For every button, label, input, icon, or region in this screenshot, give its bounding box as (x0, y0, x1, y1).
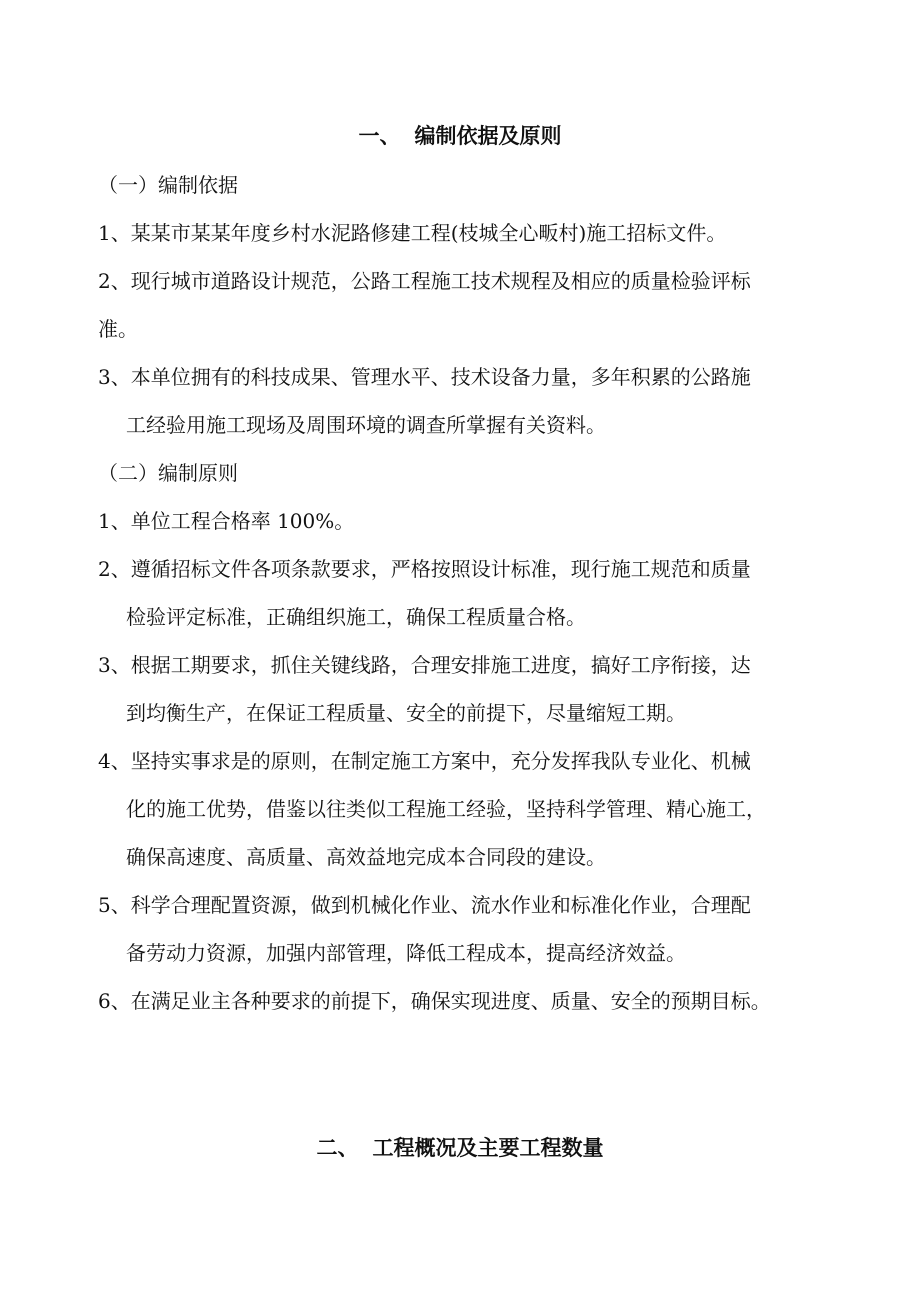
basis-item-3: 3、本单位拥有的科技成果、管理水平、技术设备力量，多年积累的公路施 (98, 365, 751, 389)
principle-item-4-continuation-1: 化的施工优势，借鉴以往类似工程施工经验，坚持科学管理、精心施工， (126, 797, 766, 821)
principle-item-4-continuation-2: 确保高速度、高质量、高效益地完成本合同段的建设。 (126, 845, 606, 869)
principle-item-5: 5、科学合理配置资源，做到机械化作业、流水作业和标准化作业，合理配 (98, 893, 751, 917)
principle-item-1: 1、单位工程合格率 100%。 (98, 509, 355, 533)
principle-item-2: 2、遵循招标文件各项条款要求，严格按照设计标准，现行施工规范和质量 (98, 557, 751, 581)
section-1-number: 一、 (358, 123, 401, 148)
principle-item-6: 6、在满足业主各种要求的前提下，确保实现进度、质量、安全的预期目标。 (98, 989, 771, 1013)
principle-item-3: 3、根据工期要求，抓住关键线路，合理安排施工进度，搞好工序衔接，达 (98, 653, 751, 677)
basis-item-2-continuation: 准。 (98, 317, 138, 341)
section-2-title: 工程概况及主要工程数量 (372, 1135, 604, 1160)
principle-item-5-continuation: 备劳动力资源，加强内部管理，降低工程成本，提高经济效益。 (126, 941, 686, 965)
basis-item-2: 2、现行城市道路设计规范，公路工程施工技术规程及相应的质量检验评标 (98, 269, 751, 293)
basis-item-1: 1、某某市某某年度乡村水泥路修建工程(枝城全心畈村)施工招标文件。 (98, 221, 727, 245)
principles-subheading: （二）编制原则 (98, 461, 238, 485)
principle-item-4: 4、坚持实事求是的原则，在制定施工方案中，充分发挥我队专业化、机械 (98, 749, 751, 773)
section-2-heading (0, 1134, 920, 1162)
principle-item-2-continuation: 检验评定标准，正确组织施工，确保工程质量合格。 (126, 605, 586, 629)
basis-item-3-continuation: 工经验用施工现场及周围环境的调查所掌握有关资料。 (126, 413, 606, 437)
section-2-number: 二、 (316, 1135, 359, 1160)
section-1-heading (0, 122, 920, 150)
basis-subheading: （一）编制依据 (98, 173, 238, 197)
section-1-title: 编制依据及原则 (414, 123, 562, 148)
principle-item-3-continuation: 到均衡生产，在保证工程质量、安全的前提下，尽量缩短工期。 (126, 701, 686, 725)
